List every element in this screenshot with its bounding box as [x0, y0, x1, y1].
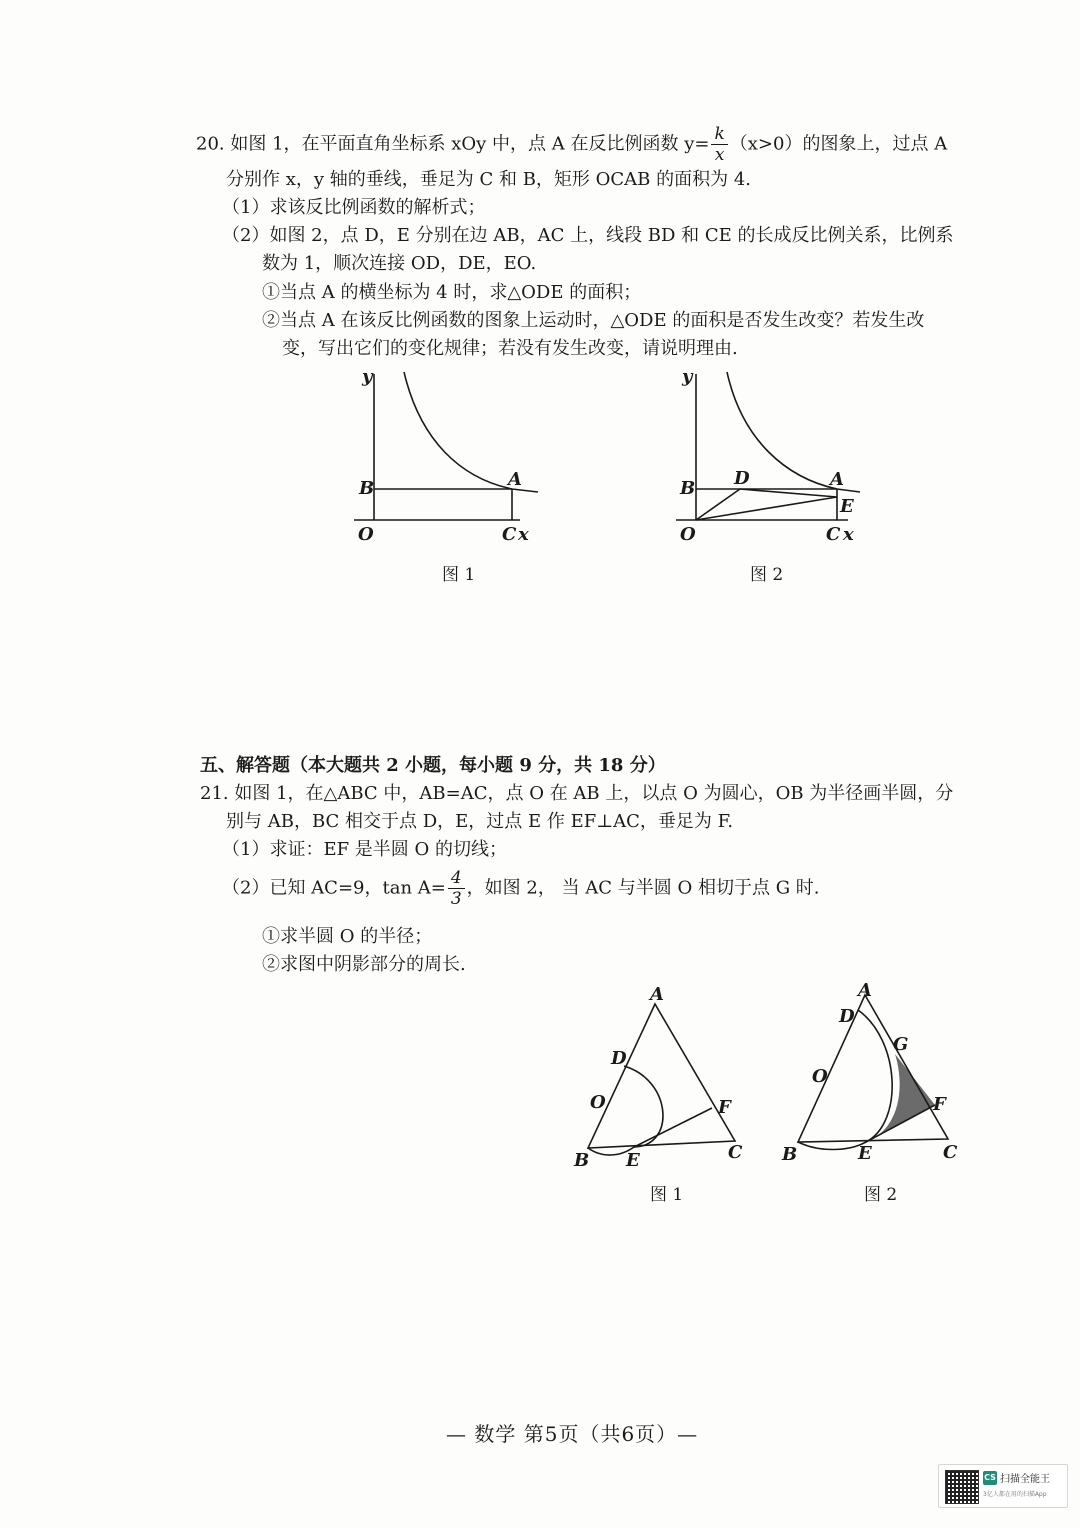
- label-O: O: [680, 524, 696, 545]
- label-E: E: [840, 496, 854, 517]
- label-D: D: [611, 1048, 627, 1069]
- q21-part-1: （1）求证：EF 是半圆 O 的切线；: [222, 839, 508, 860]
- label-O: O: [358, 524, 374, 545]
- q21-line-1: 21. 如图 1，在△ABC 中，AB=AC，点 O 在 AB 上，以点 O 为圆心，OB 为半径画半圆，分: [200, 783, 954, 804]
- q20-sub-2: ②当点 A 在该反比例函数的图象上运动时，△ODE 的面积是否发生改变？若发生改: [262, 310, 925, 331]
- q20-stem-post: （x>0）的图象上，过点 A: [729, 133, 948, 155]
- label-A: A: [830, 469, 844, 490]
- label-x: x: [843, 524, 854, 545]
- label-x: x: [518, 524, 529, 545]
- q20-frac-den: x: [714, 145, 725, 165]
- q20-frac-num: k: [711, 124, 727, 145]
- q20-sub-2-cont: 变，写出它们的变化规律；若没有发生改变，请说明理由.: [282, 338, 738, 359]
- watermark-tagline: 3亿人都在用的扫描App: [983, 1491, 1047, 1498]
- label-A: A: [508, 469, 522, 490]
- q21-sub-1: ①求半圆 O 的半径；: [262, 926, 433, 947]
- section-title: 五、解答题（本大题共 2 小题，每小题 9 分，共 18 分）: [200, 755, 666, 776]
- label-O: O: [590, 1092, 606, 1113]
- page-footer: — 数学 第5页（共6页）—: [446, 1422, 699, 1446]
- q20-part-2: （2）如图 2，点 D，E 分别在边 AB，AC 上，线段 BD 和 CE 的长成反比例关系，比例系: [222, 225, 954, 246]
- q20-stem-pre: 20. 如图 1，在平面直角坐标系 xOy 中，点 A 在反比例函数 y=: [196, 133, 710, 155]
- label-F: F: [718, 1097, 731, 1118]
- label-y: y: [682, 366, 693, 387]
- scanner-watermark: [938, 1464, 1068, 1508]
- label-C: C: [728, 1142, 743, 1163]
- semicircle-arc-DGE: [858, 1010, 892, 1142]
- label-D: D: [734, 468, 750, 489]
- q21-fig1-caption: 图 1: [650, 1185, 684, 1205]
- q21-frac-den: 3: [450, 889, 462, 909]
- label-B: B: [782, 1144, 798, 1165]
- label-B: B: [680, 478, 696, 499]
- label-E: E: [626, 1150, 640, 1171]
- label-A: A: [858, 980, 872, 1001]
- label-A: A: [650, 984, 664, 1005]
- watermark-app-name: 扫描全能王: [1000, 1474, 1050, 1485]
- label-F: F: [933, 1094, 946, 1115]
- label-C: C: [502, 524, 517, 545]
- q20-part-2-cont: 数为 1，顺次连接 OD，DE，EO.: [262, 253, 537, 274]
- label-B: B: [574, 1150, 590, 1171]
- label-O: O: [812, 1066, 828, 1087]
- label-C: C: [826, 524, 841, 545]
- q20-fig1-caption: 图 1: [442, 565, 476, 585]
- label-E: E: [858, 1143, 872, 1164]
- label-D: D: [839, 1006, 855, 1027]
- q20-part-1: （1）求该反比例函数的解析式；: [222, 197, 486, 218]
- label-y: y: [362, 366, 373, 387]
- label-B: B: [359, 478, 375, 499]
- qr-code-icon: [945, 1470, 979, 1504]
- q20-sub-1: ①当点 A 的横坐标为 4 时，求△ODE 的面积；: [262, 282, 642, 303]
- semicircle-arc-BE: [798, 1142, 866, 1150]
- q21-part-2-post: ，如图 2， 当 AC 与半圆 O 相切于点 G 时.: [466, 877, 820, 899]
- label-G: G: [893, 1034, 909, 1055]
- q20-fig2-caption: 图 2: [750, 565, 784, 585]
- q21-line-2: 别与 AB，BC 相交于点 D，E，过点 E 作 EF⊥AC，垂足为 F.: [226, 811, 734, 832]
- camscanner-logo-icon: CS: [983, 1471, 997, 1485]
- label-C: C: [943, 1142, 958, 1163]
- q21-fig2-caption: 图 2: [864, 1185, 898, 1205]
- q21-part-2-pre: （2）已知 AC=9，tan A=: [222, 877, 446, 899]
- q20-line-2: 分别作 x，y 轴的垂线，垂足为 C 和 B，矩形 OCAB 的面积为 4.: [226, 169, 752, 190]
- q21-sub-2: ②求图中阴影部分的周长.: [262, 954, 466, 975]
- q21-frac-num: 4: [448, 868, 465, 889]
